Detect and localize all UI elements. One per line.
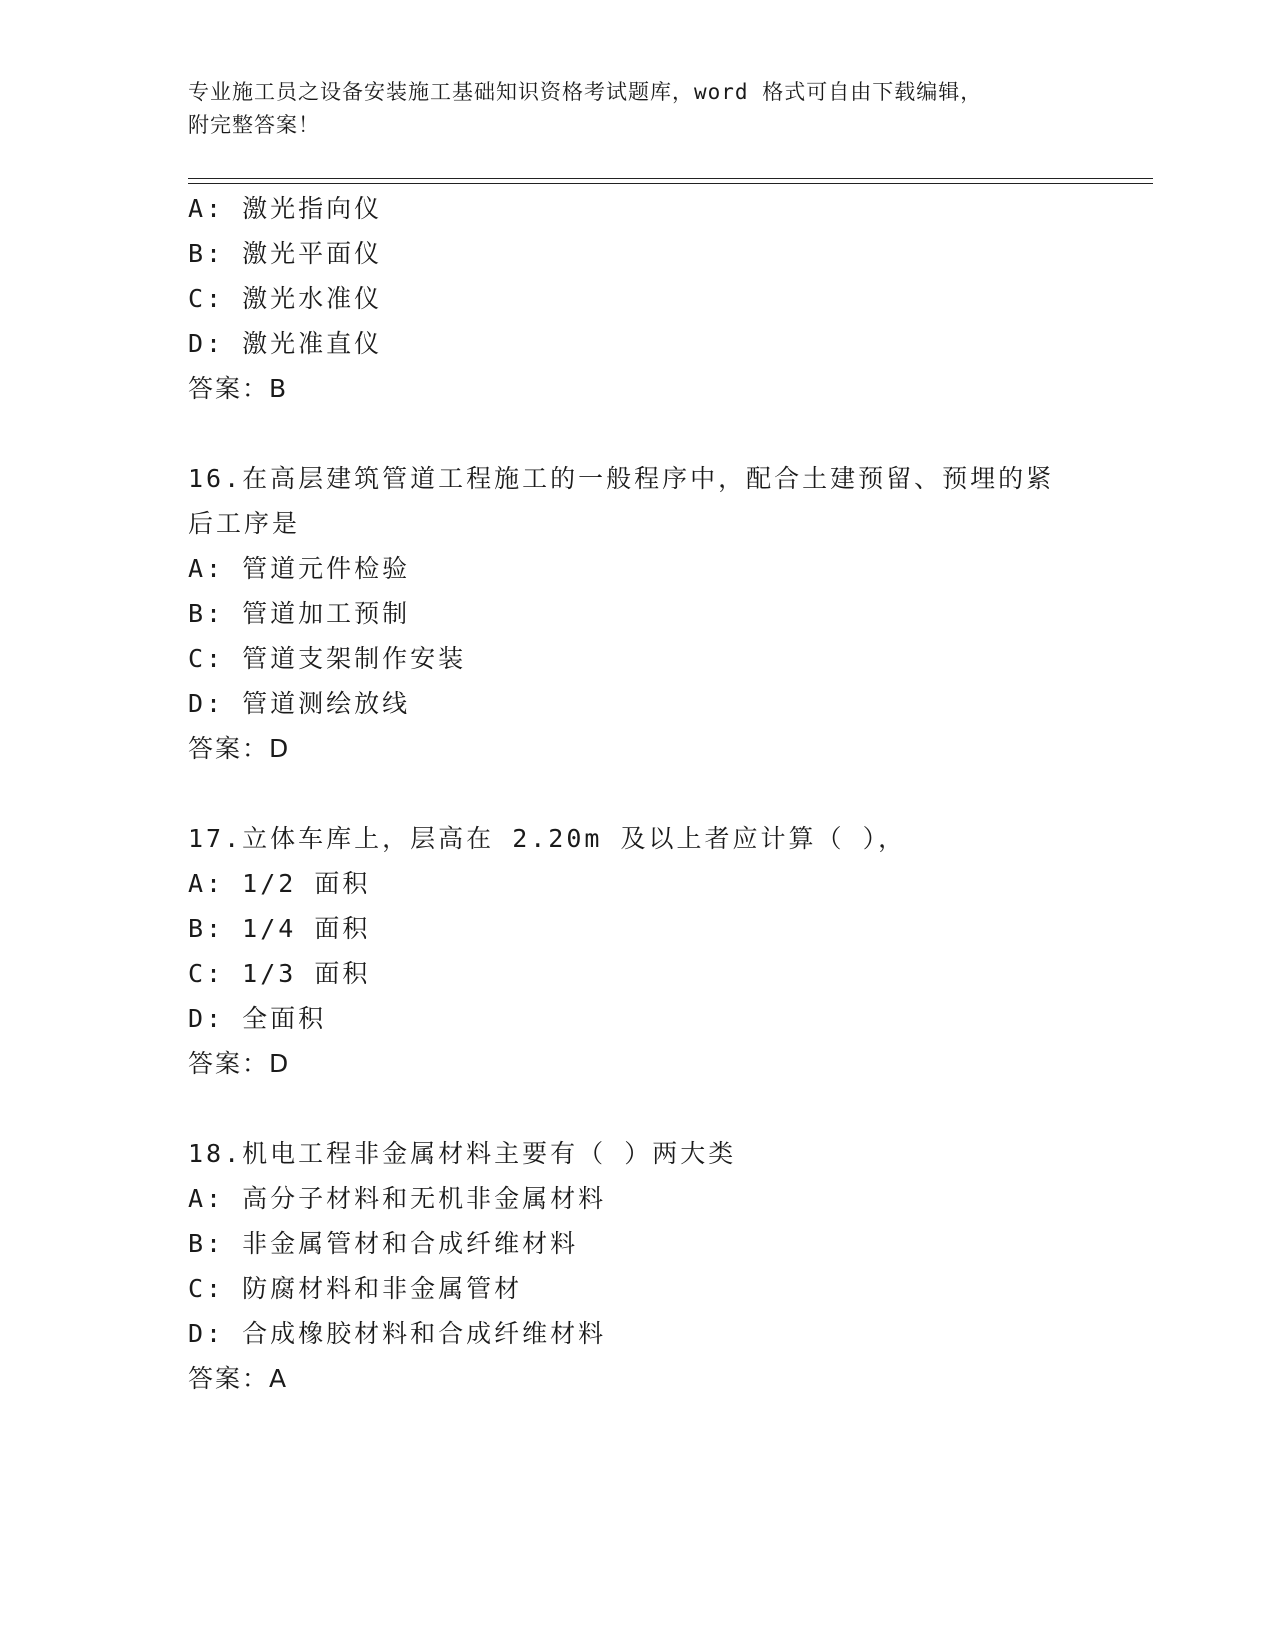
q16-option-c: C: 管道支架制作安装 bbox=[188, 644, 467, 673]
q18-answer: 答案：A bbox=[188, 1364, 289, 1393]
q16-option-d: D: 管道测绘放线 bbox=[188, 689, 411, 718]
header-line-2: 附完整答案！ bbox=[188, 113, 320, 137]
document-header bbox=[188, 76, 1088, 142]
q18-option-b: B: 非金属管材和合成纤维材料 bbox=[188, 1229, 579, 1258]
q16-stem-line-2: 后工序是 bbox=[188, 509, 301, 538]
q16-option-b: B: 管道加工预制 bbox=[188, 599, 411, 628]
q18-option-a: A: 高分子材料和无机非金属材料 bbox=[188, 1184, 607, 1213]
q18-option-d: D: 合成橡胶材料和合成纤维材料 bbox=[188, 1319, 607, 1348]
q15-answer: 答案：B bbox=[188, 374, 289, 403]
q17-stem-line-1: 17.立体车库上，层高在 2.20m 及以上者应计算（ ）， bbox=[188, 824, 907, 853]
header-divider-bottom bbox=[188, 183, 1153, 184]
q16-stem-line-1: 16.在高层建筑管道工程施工的一般程序中，配合土建预留、预埋的紧 bbox=[188, 464, 1055, 493]
q18-option-c: C: 防腐材料和非金属管材 bbox=[188, 1274, 523, 1303]
q17-option-b: B: 1/4 面积 bbox=[188, 914, 371, 943]
header-divider-top bbox=[188, 178, 1153, 179]
q17-option-a: A: 1/2 面积 bbox=[188, 869, 371, 898]
q15-option-a: A: 激光指向仪 bbox=[188, 194, 383, 223]
q15-option-b: B: 激光平面仪 bbox=[188, 239, 383, 268]
q17-answer: 答案：D bbox=[188, 1049, 291, 1078]
q16-answer: 答案：D bbox=[188, 734, 291, 763]
q15-option-c: C: 激光水准仪 bbox=[188, 284, 383, 313]
header-line-1: 专业施工员之设备安装施工基础知识资格考试题库，word 格式可自由下载编辑， bbox=[188, 80, 983, 104]
q15-option-d: D: 激光准直仪 bbox=[188, 329, 383, 358]
q18-stem-line-1: 18.机电工程非金属材料主要有（ ）两大类 bbox=[188, 1139, 737, 1168]
q17-option-c: C: 1/3 面积 bbox=[188, 959, 371, 988]
q16-option-a: A: 管道元件检验 bbox=[188, 554, 411, 583]
q17-option-d: D: 全面积 bbox=[188, 1004, 327, 1033]
